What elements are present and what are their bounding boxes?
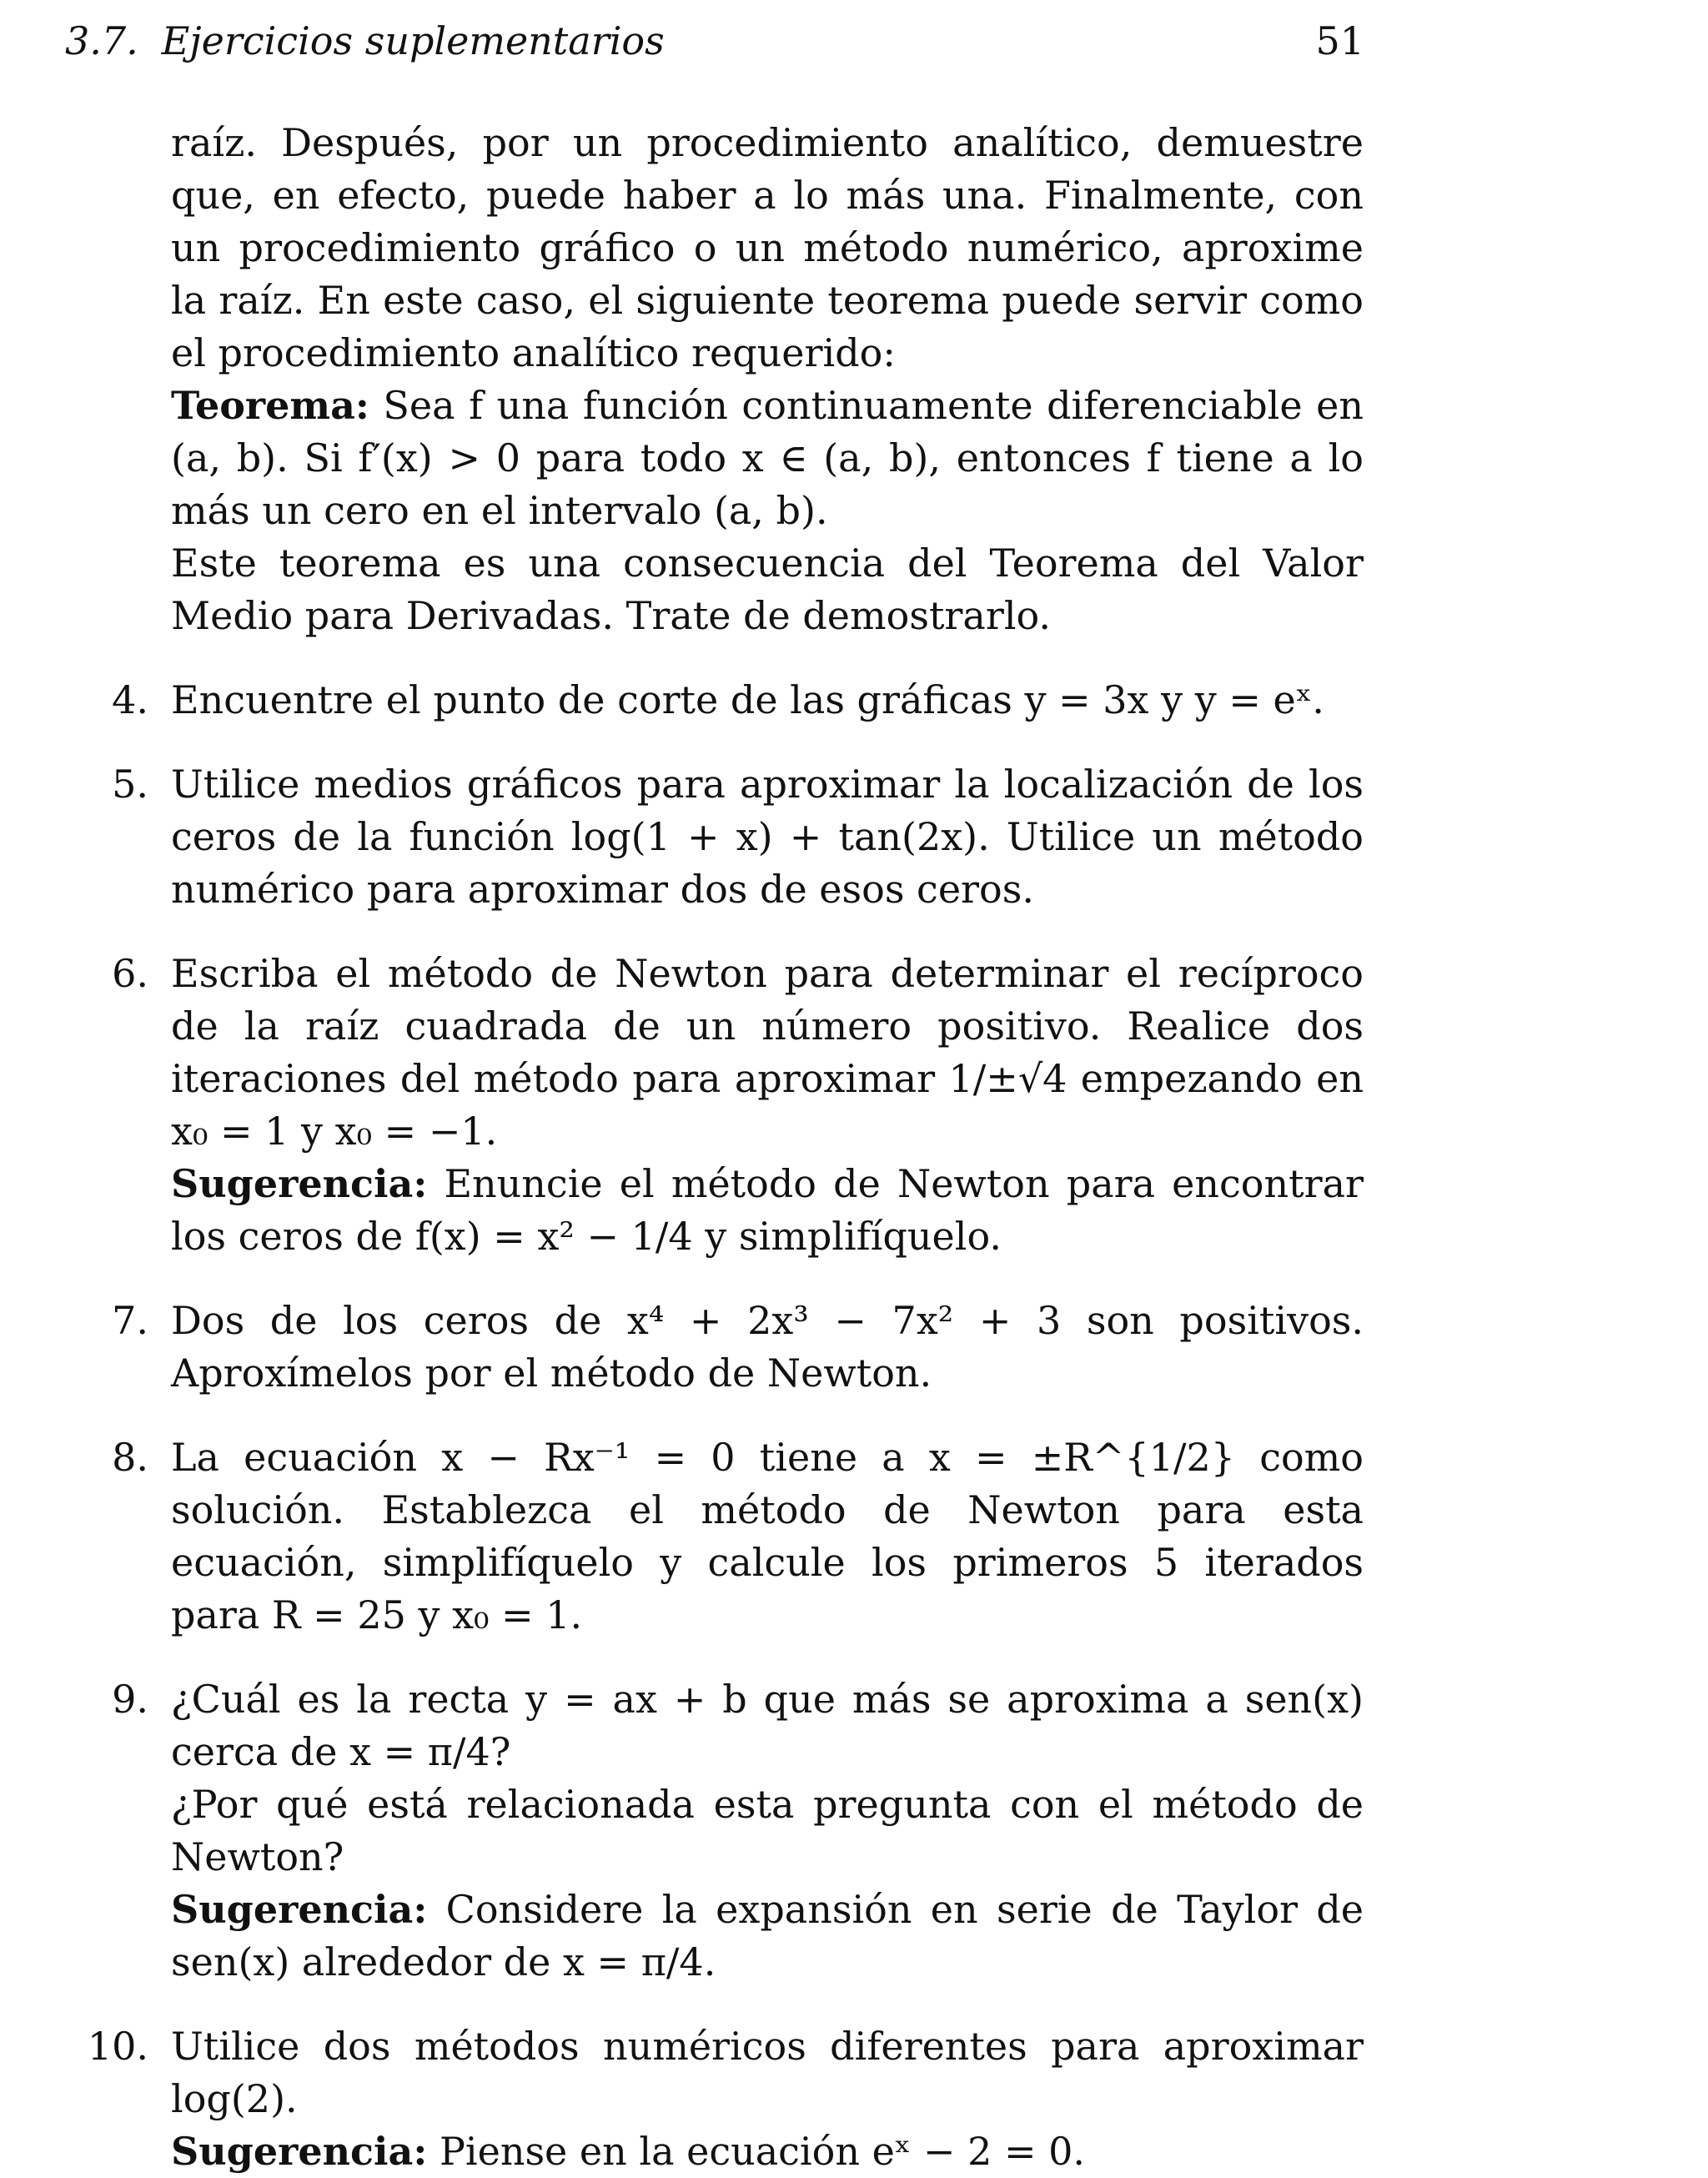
section-title: Ejercicios suplementarios	[161, 18, 665, 63]
exercise-10	[0, 2020, 1708, 2178]
exercise-8	[0, 1431, 1708, 1642]
exercise-body	[171, 2020, 1364, 2178]
theorem-label: Teorema:	[171, 383, 369, 428]
theorem-note: Este teorema es una consecuencia del Teorema del Valor Medio para Derivadas. Trate de demostrarlo.	[171, 541, 1364, 638]
hint-label: Sugerencia:	[171, 1887, 428, 1932]
exercise-number: 6.	[112, 951, 148, 996]
exercise-text: Dos de los ceros de x⁴ + 2x³ − 7x² + 3 son positivos. Aproxímelos por el método de Newton.	[171, 1298, 1364, 1396]
exercise-5	[0, 758, 1708, 916]
theorem	[171, 380, 1364, 537]
section-heading	[65, 18, 665, 63]
exercise-text: ¿Cuál es la recta y = ax + b que más se aproxima a sen(x) cerca de x = π/4?	[171, 1677, 1364, 1774]
hint	[171, 2125, 1364, 2178]
exercise-text: Escriba el método de Newton para determinar el recíproco de la raíz cuadrada de un número positivo. Realice dos iteraciones del método para aproximar 1/±√4 empezando en x₀ = 1 y x₀ = −1.	[171, 951, 1364, 1154]
exercise-7	[0, 1295, 1708, 1400]
exercise-number: 9.	[112, 1677, 148, 1722]
hint-text: Enuncie el método de Newton para encontrar los ceros de f(x) = x² − 1/4 y simplifíquelo.	[171, 1161, 1364, 1259]
exercise-4	[0, 674, 1708, 727]
page-number: 51	[1315, 18, 1364, 63]
exercise-number: 8.	[112, 1435, 148, 1480]
exercise-text: Utilice dos métodos numéricos diferentes para aproximar log(2).	[171, 2024, 1364, 2121]
hint	[171, 1158, 1364, 1263]
exercise-number: 7.	[112, 1298, 148, 1343]
exercise-text-2: ¿Por qué está relacionada esta pregunta con el método de Newton?	[171, 1782, 1364, 1879]
exercise-number: 4.	[112, 677, 148, 722]
exercise-text: Encuentre el punto de corte de las gráficas y = 3x y y = eˣ.	[171, 677, 1324, 722]
exercise-number: 5.	[112, 762, 148, 807]
page-body	[0, 117, 1708, 2178]
exercise-3-continuation	[171, 117, 1364, 642]
exercise-text: La ecuación x − Rx⁻¹ = 0 tiene a x = ±R^{1/2} como solución. Establezca el método de Newton para esta ecuación, simplifíquelo y calcule los primeros 5 iterados para R = 25 y x₀ = 1.	[171, 1435, 1364, 1637]
exercise-text: Utilice medios gráficos para aproximar la localización de los ceros de la función log(1 + x) + tan(2x). Utilice un método numérico para aproximar dos de esos ceros.	[171, 762, 1364, 912]
intro-paragraph: raíz. Después, por un procedimiento analítico, demuestre que, en efecto, puede haber a lo más una. Finalmente, con un procedimiento gráfico o un método numérico, aproxime la raíz. En este caso, el siguiente teorema puede servir como el procedimiento analítico requerido:	[171, 120, 1364, 375]
exercise-number: 10.	[87, 2024, 148, 2069]
running-header	[65, 18, 1364, 63]
hint-label: Sugerencia:	[171, 1161, 428, 1206]
hint	[171, 1884, 1364, 1989]
hint-text: Piense en la ecuación eˣ − 2 = 0.	[439, 2129, 1086, 2174]
exercise-6	[0, 948, 1708, 1263]
theorem-text: Sea f una función continuamente diferenciable en (a, b). Si f′(x) > 0 para todo x ∈ (a, b), entonces f tiene a lo más un cero en el intervalo (a, b).	[171, 383, 1364, 533]
exercise-body	[171, 1673, 1364, 1989]
exercise-body	[171, 948, 1364, 1263]
section-number: 3.7.	[65, 18, 138, 63]
hint-text: Considere la expansión en serie de Taylor de sen(x) alrededor de x = π/4.	[171, 1887, 1364, 1984]
hint-label: Sugerencia:	[171, 2129, 428, 2174]
exercise-9	[0, 1673, 1708, 1989]
